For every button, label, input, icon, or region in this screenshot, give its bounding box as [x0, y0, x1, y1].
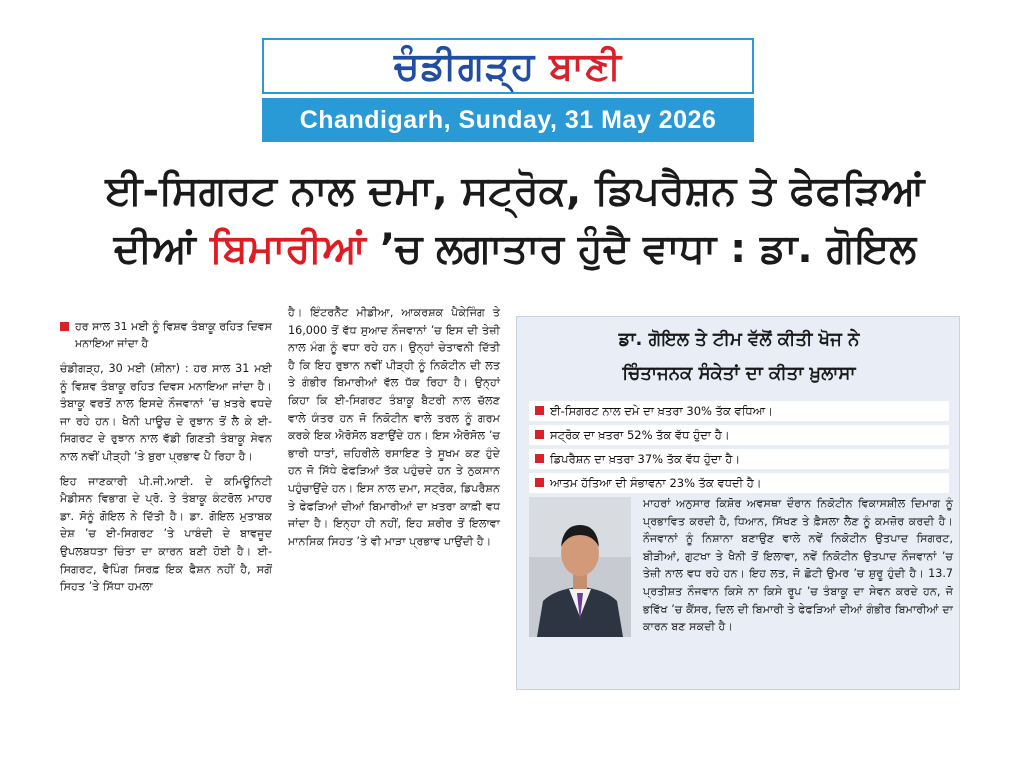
findings-list: [529, 401, 949, 497]
list-item-text: ਡਿਪਰੈਸ਼ਨ ਦਾ ਖ਼ਤਰਾ 37% ਤੱਕ ਵੱਧ ਹੁੰਦਾ ਹੈ।: [550, 452, 741, 466]
dateline: Chandigarh, Sunday, 31 May 2026: [299, 105, 717, 134]
list-item: [529, 401, 949, 421]
list-item: [529, 425, 949, 445]
bullet-square-icon: [535, 406, 544, 415]
article-column-1: [60, 318, 272, 603]
lead-text: ਹਰ ਸਾਲ 31 ਮਈ ਨੂੰ ਵਿਸ਼ਵ ਤੰਬਾਕੂ ਰਹਿਤ ਦਿਵਸ ਮਨਾਇਆ ਜਾਂਦਾ ਹੈ: [75, 320, 272, 350]
article-column-2: [288, 304, 500, 557]
headline-highlight: ਬਿਮਾਰੀਆਂ: [209, 226, 366, 272]
research-box: [516, 316, 960, 690]
headline-line2-start: ਦੀਆਂ: [113, 226, 210, 272]
masthead-name-part2: ਬਾਣੀ: [549, 43, 623, 88]
lead-summary: [60, 318, 272, 352]
paragraph: ਹੈ। ਇੰਟਰਨੈੱਟ ਮੀਡੀਆ, ਆਕਰਸ਼ਕ ਪੈਕੇਜਿੰਗ ਤੇ 16,000 ਤੋਂ ਵੱਧ ਸੁਆਦ ਨੌਜਵਾਨਾਂ ’ਚ ਇਸ ਦੀ ਤੇਜ਼ੀ ਨਾਲ ਮੰਗ ਨੂੰ ਵਧਾ ਰਹੇ ਹਨ। ਉਨ੍ਹਾਂ ਚੇਤਾਵਨੀ ਦਿੱਤੀ ਹੈ ਕਿ ਇਹ ਰੁਝਾਨ ਨਵੀਂ ਪੀੜ੍ਹੀ ਨੂੰ ਨਿਕੋਟੀਨ ਦੀ ਲਤ ਤੇ ਗੰਭੀਰ ਬਿਮਾਰੀਆਂ ਵੱਲ ਧੱਕ ਰਿਹਾ ਹੈ। ਉਨ੍ਹਾਂ ਕਿਹਾ ਕਿ ਈ-ਸਿਗਰਟ ਤੰਬਾਕੂ ਬੈਟਰੀ ਨਾਲ ਚੱਲਣ ਵਾਲੇ ਯੰਤਰ ਹਨ ਜੋ ਨਿਕੋਟੀਨ ਵਾਲੇ ਤਰਲ ਨੂੰ ਗਰਮ ਕਰਕੇ ਇਕ ਐਰੋਸੋਲ ਬਣਾਉਂਦੇ ਹਨ। ਇਸ ਐਰੋਸੋਲ ’ਚ ਭਾਰੀ ਧਾਤਾਂ, ਜ਼ਹਿਰੀਲੇ ਰਸਾਇਣ ਤੇ ਸੂਖਮ ਕਣ ਹੁੰਦੇ ਹਨ ਜੋ ਸਿੱਧੇ ਫੇਫੜਿਆਂ ਤੱਕ ਪਹੁੰਚਦੇ ਹਨ ਤੇ ਨੁਕਸਾਨ ਪਹੁੰਚਾਉਂਦੇ ਹਨ। ਇਸ ਨਾਲ ਦਮਾ, ਸਟ੍ਰੋਕ, ਡਿਪਰੈਸ਼ਨ ਤੇ ਫੇਫੜਿਆਂ ਦੀਆਂ ਬਿਮਾਰੀਆਂ ਦਾ ਖ਼ਤਰਾ ਕਾਫ਼ੀ ਵਧ ਜਾਂਦਾ ਹੈ। ਇਨ੍ਹਾ ਹੀ ਨਹੀਂ, ਇਹ ਸ਼ਰੀਰ ਤੋਂ ਇਲਾਵਾ ਮਾਨਸਿਕ ਸਿਹਤ ’ਤੇ ਵੀ ਮਾੜਾ ਪ੍ਰਭਾਵ ਪਾਉਂਦੀ ਹੈ।: [288, 306, 500, 548]
headline: [40, 162, 990, 278]
headline-line2: [40, 220, 990, 278]
doctor-photo: [529, 497, 631, 637]
bullet-square-icon: [535, 478, 544, 487]
headline-line1: ਈ-ਸਿਗਰਟ ਨਾਲ ਦਮਾ, ਸਟ੍ਰੋਕ, ਡਿਪਰੈਸ਼ਨ ਤੇ ਫੇਫੜਿਆਂ: [105, 168, 925, 214]
bullet-square-icon: [535, 430, 544, 439]
list-item-text: ਈ-ਸਿਗਰਟ ਨਾਲ ਦਮੇ ਦਾ ਖ਼ਤਰਾ 30% ਤੱਕ ਵਧਿਆ।: [550, 404, 773, 418]
list-item-text: ਸਟ੍ਰੋਕ ਦਾ ਖ਼ਤਰਾ 52% ਤੱਕ ਵੱਧ ਹੁੰਦਾ ਹੈ।: [550, 428, 730, 442]
box-heading-line2: ਚਿੰਤਾਜਨਕ ਸੰਕੇਤਾਂ ਦਾ ਕੀਤਾ ਖ਼ੁਲਾਸਾ: [622, 363, 856, 384]
bullet-square-icon: [60, 322, 69, 331]
list-item: [529, 449, 949, 469]
bullet-square-icon: [535, 454, 544, 463]
paragraph: ਚੰਡੀਗੜ੍ਹ, 30 ਮਈ (ਸ਼ੀਨਾ) : ਹਰ ਸਾਲ 31 ਮਈ ਨੂੰ ਵਿਸ਼ਵ ਤੰਬਾਕੂ ਰਹਿਤ ਦਿਵਸ ਮਨਾਇਆ ਜਾਂਦਾ ਹੈ। ਤੰਬਾਕੂ ਵਰਤੋਂ ਨਾਲ ਇਸਦੇ ਨੌਜਵਾਨਾਂ ’ਚ ਖ਼ਤਰੇ ਵਧਦੇ ਜਾ ਰਹੇ ਹਨ। ਖੈਨੀ ਪਾਊਚ ਦੇ ਰੁਝਾਨ ਤੋਂ ਲੈ ਕੇ ਈ-ਸਿਗਰਟ ਦੇ ਰੁਝਾਨ ਨਾਲ ਵੱਡੀ ਗਿਣਤੀ ਤੰਬਾਕੂ ਸੇਵਨ ਨਾਲ ਨਵੀਂ ਪੀੜ੍ਹੀ ’ਤੇ ਬੁਰਾ ਪ੍ਰਭਾਵ ਪੈ ਰਿਹਾ ਹੈ।: [60, 362, 272, 463]
box-body-text: ਮਾਹਰਾਂ ਅਨੁਸਾਰ ਕਿਸ਼ੋਰ ਅਵਸਥਾ ਦੌਰਾਨ ਨਿਕੋਟੀਨ ਵਿਕਾਸਸ਼ੀਲ ਦਿਮਾਗ ਨੂੰ ਪ੍ਰਭਾਵਿਤ ਕਰਦੀ ਹੈ, ਧਿਆਨ, ਸਿੱਖਣ ਤੇ ਫ਼ੈਸਲਾ ਲੈਣ ਨੂੰ ਕਮਜ਼ੋਰ ਕਰਦੀ ਹੈ। ਨੌਜਵਾਨਾਂ ਨੂੰ ਨਿਸ਼ਾਨਾ ਬਣਾਉਣ ਵਾਲੇ ਨਵੇਂ ਨਿਕੋਟੀਨ ਉਤਪਾਦ ਸਿਗਰਟ, ਬੀੜੀਆਂ, ਗੁਟਖਾ ਤੇ ਖੈਨੀ ਤੋਂ ਇਲਾਵਾ, ਨਵੇਂ ਨਿਕੋਟੀਨ ਉਤਪਾਦ ਨੌਜਵਾਨਾਂ ’ਚ ਤੇਜ਼ੀ ਨਾਲ ਵਧ ਰਹੇ ਹਨ। ਇਹ ਲਤ, ਜੋ ਛੋਟੀ ਉਮਰ ’ਚ ਸ਼ੁਰੂ ਹੁੰਦੀ ਹੈ। 13.7 ਪ੍ਰਤੀਸ਼ਤ ਨੌਜਵਾਨ ਕਿਸੇ ਨਾ ਕਿਸੇ ਰੂਪ ’ਚ ਤੰਬਾਕੂ ਦਾ ਸੇਵਨ ਕਰਦੇ ਹਨ, ਜੋ ਭਵਿੱਖ ’ਚ ਕੈਂਸਰ, ਦਿਲ ਦੀ ਬਿਮਾਰੀ ਤੇ ਫੇਫੜਿਆਂ ਦੀਆਂ ਗੰਭੀਰ ਬਿਮਾਰੀਆਂ ਦਾ ਕਾਰਨ ਬਣ ਸਕਦੀ ਹੈ।: [643, 497, 953, 634]
masthead-name: [262, 38, 754, 94]
masthead: [262, 38, 754, 142]
headline-line2-end: ’ਚ ਲਗਾਤਾਰ ਹੁੰਦੈ ਵਾਧਾ : ਡਾ. ਗੋਇਲ: [365, 226, 917, 272]
box-heading: [517, 323, 961, 391]
paragraph: ਇਹ ਜਾਣਕਾਰੀ ਪੀ.ਜੀ.ਆਈ. ਦੇ ਕਮਿਊਨਿਟੀ ਮੈਡੀਸਨ ਵਿਭਾਗ ਦੇ ਪ੍ਰੋ. ਤੇ ਤੰਬਾਕੂ ਕੰਟਰੋਲ ਮਾਹਰ ਡਾ. ਸੋਨੂੰ ਗੋਇਲ ਨੇ ਦਿੱਤੀ ਹੈ। ਡਾ. ਗੋਇਲ ਮੁਤਾਬਕ ਦੇਸ਼ ’ਚ ਈ-ਸਿਗਰਟ ’ਤੇ ਪਾਬੰਦੀ ਦੇ ਬਾਵਜੂਦ ਉਪਲਬਧਤਾ ਚਿੰਤਾ ਦਾ ਕਾਰਨ ਬਣੀ ਹੋਈ ਹੈ। ਈ-ਸਿਗਰਟ, ਵੈਪਿੰਗ ਸਿਰਫ਼ ਇਕ ਫੈਸ਼ਨ ਨਹੀਂ ਹੈ, ਸਗੋਂ ਸਿਹਤ ’ਤੇ ਸਿੱਧਾ ਹਮਲਾ: [60, 474, 272, 594]
box-heading-line1: ਡਾ. ਗੋਇਲ ਤੇ ਟੀਮ ਵੱਲੋਂ ਕੀਤੀ ਖੋਜ ਨੇ: [618, 329, 860, 350]
masthead-name-part1: ਚੰਡੀਗੜ੍ਹ: [393, 43, 536, 88]
masthead-date-bar: [262, 98, 754, 142]
list-item: [529, 473, 949, 493]
list-item-text: ਆਤਮ ਹੱਤਿਆ ਦੀ ਸੰਭਾਵਨਾ 23% ਤੱਕ ਵਧਦੀ ਹੈ।: [550, 476, 762, 490]
